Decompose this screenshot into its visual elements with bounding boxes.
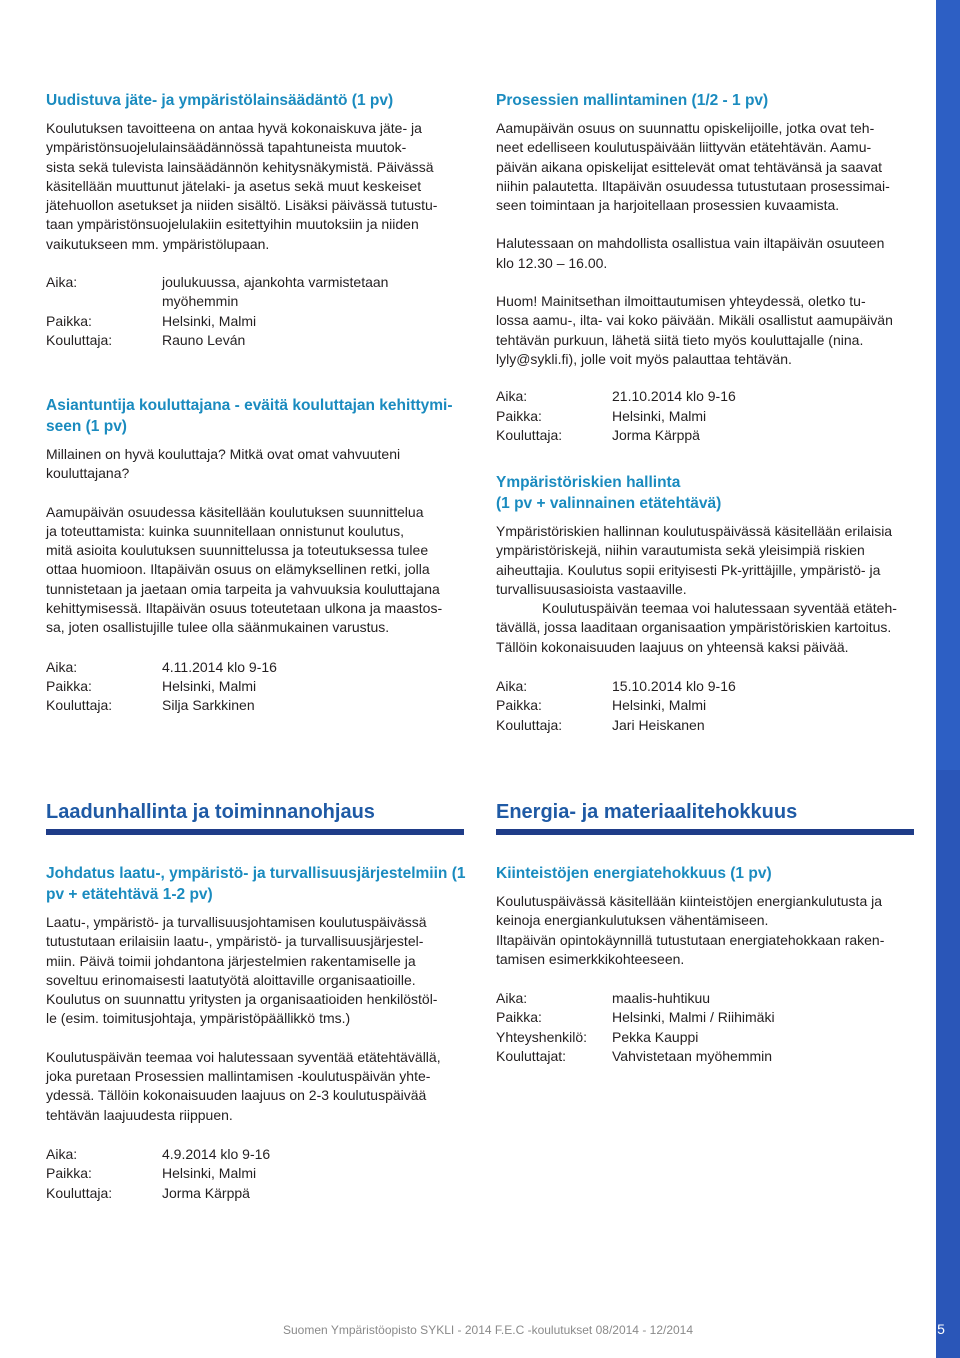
course-kiinteistojen: [496, 863, 916, 1066]
info-row-contact: Yhteyshenkilö: Pekka Kauppi: [496, 1028, 699, 1045]
info-row-time: Aika: 21.10.2014 klo 9-16: [496, 388, 736, 405]
course-description: Koulutuspäivässä käsitellään kiinteistöjen energiankulutusta ja keinoja energiankulutuksen vähentämiseen. Iltapäivän opintokäynnillä tutustutaan energiatehokkaan raken- tamisen esimerkkikohteeseen.: [496, 893, 885, 967]
info-row-place: Paikka: Helsinki, Malmi / Riihimäki: [496, 1009, 775, 1026]
info-row-trainer: Kouluttaja: Jari Heiskanen: [496, 716, 705, 733]
course-description: Laatu-, ympäristö- ja turvallisuusjohtamisen koulutuspäivässä tutustutaan erilaisiin laatu-, ympäristö- ja turvallisuusjärjestel- miin. Päivä toimii johdantona järjestelmien rakentamiselle ja soveltuu erinomaisesti laatutyötä aloittaville organisaatioille. Koulutus on suunnattu yritysten ja organisaatioiden henkilöstöl- le (esim. toimitusjohtaja, ympäristöpäällikkö tms.): [46, 914, 438, 1027]
course-title: Asiantuntija kouluttajana - eväitä kouluttajan kehittymi- seen (1 pv): [46, 397, 453, 435]
course-info: [496, 989, 916, 1066]
info-row-trainer: Kouluttaja: Jorma Kärppä: [496, 426, 700, 443]
course-title: Johdatus laatu-, ympäristö- ja turvallisuusjärjestelmiin (1 pv + etätehtävä 1-2 pv): [46, 865, 466, 903]
section-bar-left: [46, 829, 464, 835]
footer-text: Suomen Ympäristöopisto SYKLI - 2014 F.E.C -koulutukset 08/2014 - 12/2014: [283, 1323, 694, 1337]
course-description-2: Koulutuspäivän teemaa voi halutessaan syventää etäteh- tävällä, jossa laaditaan organisaation ympäristöriskien kartoitus. Tällöin kokonaisuuden laajuus on yhteensä kaksi päivää.: [496, 600, 897, 655]
course-info: [46, 658, 466, 716]
course-uudistuva: [46, 90, 466, 350]
course-title: Prosessien mallintaminen (1/2 - 1 pv): [496, 92, 769, 109]
course-prosessien: [496, 90, 916, 445]
course-description-2: Koulutuspäivän teemaa voi halutessaan syventää etätehtävällä, joka puretaan Prosessien mallintamisen -koulutuspäivän yhte- ydessä. Tällöin kokonaisuuden laajuus on 2-3 koulutuspäivää tehtävän laajuudesta riippuen.: [46, 1048, 441, 1123]
course-info: [46, 1145, 466, 1203]
course-ymparistoriskien: [496, 472, 916, 735]
info-row-trainer: Kouluttaja: Jorma Kärppä: [46, 1184, 250, 1201]
info-row-place: Paikka: Helsinki, Malmi: [46, 312, 257, 329]
course-description: Aamupäivän osuudessa käsitellään koulutuksen suunnittelua ja toteuttamista: kuinka suunnitellaan onnistunut koulutus, mitä asioita koulutuksen suunnittelussa ja toteutuksessa tulee ottaa huomioon. Iltapäivän osuus on elämyksellinen retki, jolla tunnistetaan ja jaetaan omia tarpeita ja vahvuuksia kouluttajana kehittymisessä. Iltapäivän osuus toteutetaan ulkona ja maastos- sa, joten osallistujille tulee olla säänmukainen varustus.: [46, 503, 443, 636]
course-lead: Millainen on hyvä kouluttaja? Mitkä ovat omat vahvuuteni kouluttajana?: [46, 446, 401, 482]
course-info: [496, 387, 916, 445]
section-title-energia: Energia- ja materiaalitehokkuus: [496, 801, 798, 823]
info-row-time: Aika: 4.9.2014 klo 9-16: [46, 1145, 271, 1162]
section-bar-right: [496, 829, 914, 835]
course-title: Kiinteistöjen energiatehokkuus (1 pv): [496, 865, 772, 882]
info-row-place: Paikka: Helsinki, Malmi: [496, 697, 707, 714]
info-row-time: Aika: joulukuussa, ajankohta varmistetaan myöhemmin: [46, 274, 389, 310]
course-title: Uudistuva jäte- ja ympäristölainsäädäntö (1 pv): [46, 92, 394, 109]
course-description-2: Halutessaan on mahdollista osallistua vain iltapäivän osuuteen klo 12.30 – 16.00.: [496, 235, 885, 271]
section-title-laadunhallinta: Laadunhallinta ja toiminnanohjaus: [46, 801, 375, 823]
course-title: Ympäristöriskien hallinta (1 pv + valinnainen etätehtävä): [496, 474, 722, 512]
course-note: Huom! Mainitsethan ilmoittautumisen yhteydessä, oletko tu- lossa aamu-, ilta- vai koko päivään. Mikäli osallistut aamupäivän tehtävän purkuun, lähetä siitä tieto myös kouluttajalle (nina. lyly@sykli.fi), jolle voit myös palauttaa tehtävän.: [496, 293, 893, 367]
info-row-time: Aika: maalis-huhtikuu: [496, 990, 711, 1007]
course-description: Aamupäivän osuus on suunnattu opiskelijoille, jotka ovat teh- neet edelliseen koulutuspäivään liittyvän etätehtävän. Aamu- päivän aikana opiskelijat esittelevät omat tehtävänsä ja saavat niihin palautetta. Iltapäivän osuudessa tutustutaan prosessimai- seen toimintaan ja harjoitellaan prosessien kuvaamista.: [496, 120, 890, 214]
info-row-trainer: Kouluttaja: Silja Sarkkinen: [46, 697, 255, 714]
info-row-time: Aika: 15.10.2014 klo 9-16: [496, 678, 736, 695]
course-asiantuntija: [46, 395, 466, 716]
course-johdatus: [46, 863, 466, 1203]
info-row-trainers: Kouluttajat: Vahvistetaan myöhemmin: [496, 1048, 773, 1065]
course-description: Koulutuksen tavoitteena on antaa hyvä kokonaiskuva jäte- ja ympäristönsuojelulainsäädännössä tapahtuneista muutok- sista sekä tulevista lainsäädännön kehitysnäkymistä. Päivässä käsitellään muuttunut jätelaki- ja asetus sekä muut keskeiset jätehuollon asetukset ja niiden sisältö. Lisäksi päivässä tutustu- taan ympäristönsuojelulakiin esitettyihin muutoksiin ja niiden vaikutukseen mm. ympäristölupaan.: [46, 120, 438, 252]
info-row-place: Paikka: Helsinki, Malmi: [496, 407, 707, 424]
sidebar-strip: [936, 0, 960, 1358]
info-row-trainer: Kouluttaja: Rauno Leván: [46, 331, 246, 348]
course-description: Ympäristöriskien hallinnan koulutuspäivässä käsitellään erilaisia ympäristöriskejä, niihin varautumista sekä yleisimpiä riskien aiheuttajia. Koulutus sopii erityisesti Pk-yrittäjille, ympäristö- ja turvallisuusasioista vastaaville.: [496, 523, 893, 597]
course-info: [46, 273, 466, 350]
info-row-place: Paikka: Helsinki, Malmi: [46, 1165, 257, 1182]
info-row-place: Paikka: Helsinki, Malmi: [46, 677, 257, 694]
sidebar-strip-top: [936, 0, 960, 770]
info-row-time: Aika: 4.11.2014 klo 9-16: [46, 658, 277, 675]
course-info: [496, 677, 916, 735]
page-number: 5: [937, 1321, 945, 1337]
